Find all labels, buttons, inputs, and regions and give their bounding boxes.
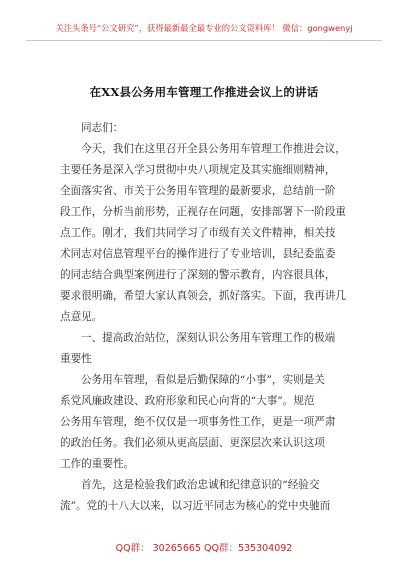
text-line: 全面落实省、市关于公务用车管理的最新要求，总结前一阶 (60, 185, 336, 197)
text-line: 术同志对信息管理平台的操作进行了专业培训，县纪委监委 (60, 248, 336, 260)
header-banner: 关注头条号“公文研究”，获得最新最全最专业的公文资料库！ 微信：gongwenyj (55, 23, 353, 33)
text-line: 主要任务是深入学习贯彻中央八项规定及其实施细则精神， (60, 164, 336, 176)
text-line: 首先，这是检验我们政治忠诚和纪律意识的“经验交 (81, 479, 320, 491)
document-body (60, 118, 360, 517)
text-line: 今天，我们在这里召开全县公务用车管理工作推进会议， (81, 143, 346, 155)
document-title: 在XX县公务用车管理工作推进会议上的讲话 (89, 85, 319, 99)
header-divider (26, 40, 382, 41)
section-heading: 一、提高政治站位，深刻认识公务用车管理工作的极端 (81, 332, 336, 344)
text-line: 流”。党的十八大以来，以习近平同志为核心的党中央驰而 (60, 500, 331, 512)
text-line: 公务用车管理，绝不仅仅是一项事务性工作，更是一项严肃 (60, 416, 336, 428)
footer-contact: QQ群： 30265665 QQ群：535304092 (115, 543, 293, 554)
text-line: 的同志结合典型案例进行了深刻的警示教育，内容很具体， (60, 269, 336, 281)
text-line: 工作的重要性。 (60, 458, 135, 470)
text-line: 点意见。 (60, 311, 103, 323)
text-line: 公务用车管理，看似是后勤保障的“小事”，实则是关 (81, 374, 325, 386)
text-line: 段工作，分析当前形势，正视存在问题，安排部署下一阶段重 (60, 206, 347, 218)
text-line: 的政治任务。我们必须从更高层面、更深层次来认识这项 (60, 437, 325, 449)
text-line: 系党风廉政建设、政府形象和民心向背的“大事”。规范 (60, 395, 315, 407)
section-heading-continued: 重要性 (60, 353, 92, 365)
text-line: 要求很明确，希望大家认真领会，抓好落实。下面，我再讲几 (60, 290, 347, 302)
salutation: 同志们： (81, 122, 124, 134)
text-line: 点工作。刚才，我们共同学习了市级有关文件精神，相关技 (60, 227, 336, 239)
